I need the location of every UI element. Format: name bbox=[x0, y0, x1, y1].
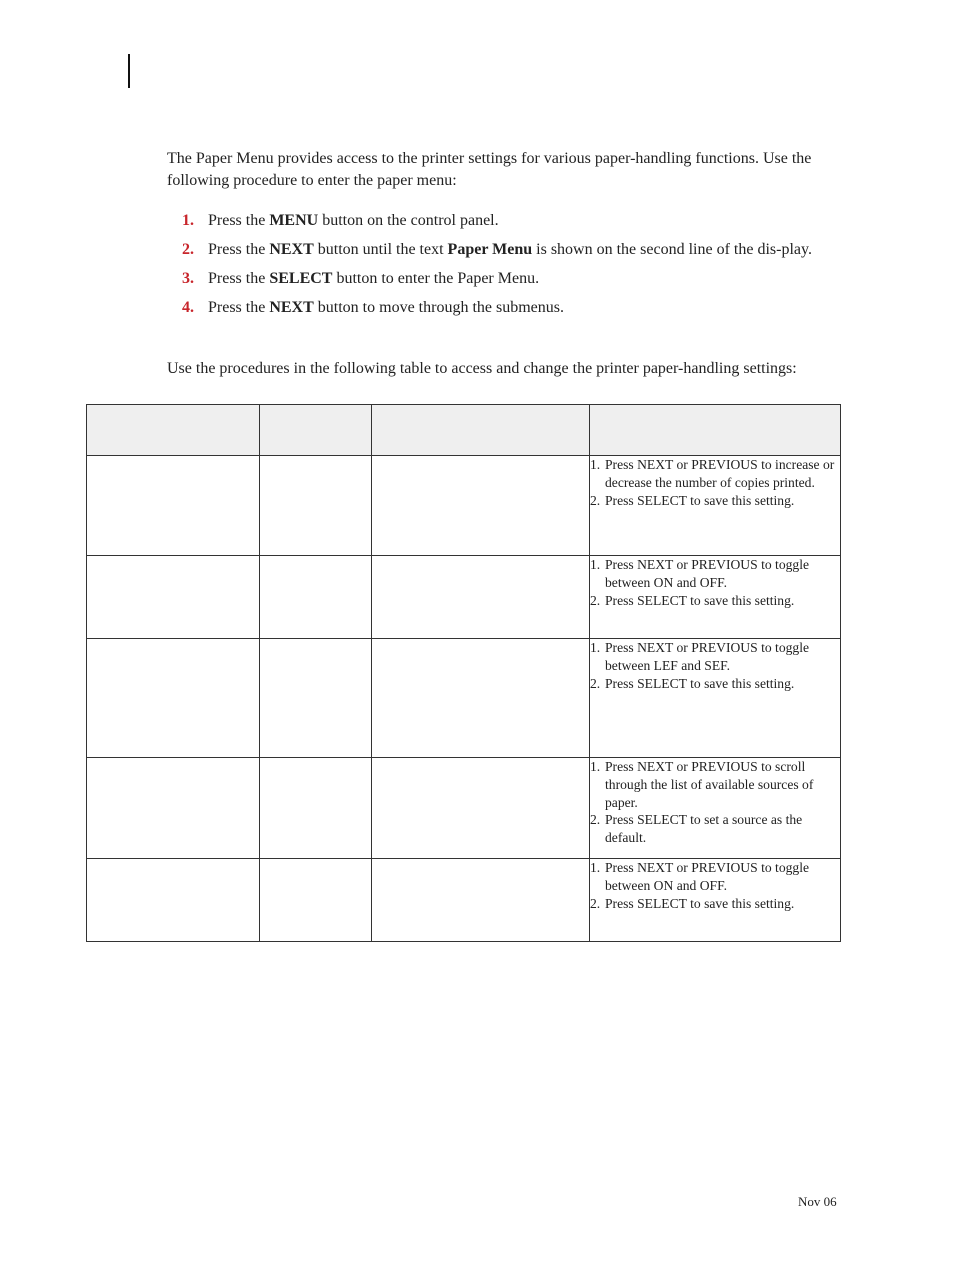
margin-change-bar bbox=[128, 54, 130, 88]
procedure-item-text: Press SELECT to save this setting. bbox=[605, 895, 795, 911]
procedure-item-number: 1. bbox=[590, 759, 601, 774]
procedure-item-number: 2. bbox=[590, 492, 601, 508]
step-number: 3. bbox=[182, 270, 194, 287]
procedure-step bbox=[167, 240, 837, 259]
step-keyword: Paper Menu bbox=[447, 241, 533, 258]
procedure-list bbox=[590, 639, 840, 692]
procedure-item bbox=[590, 811, 840, 847]
step-text: is shown on the second line of the dis-play. bbox=[532, 241, 812, 258]
step-number: 2. bbox=[182, 241, 194, 258]
procedure-item-number: 2. bbox=[590, 812, 601, 828]
table-row bbox=[87, 639, 841, 758]
procedure-cell bbox=[590, 859, 841, 942]
procedure-item-number: 2. bbox=[590, 592, 601, 608]
step-text: button to move through the submenus. bbox=[313, 299, 564, 316]
step-keyword: NEXT bbox=[269, 299, 314, 316]
procedure-item-number: 1. bbox=[590, 457, 601, 472]
procedure-item-text: Press NEXT or PREVIOUS to scroll through the list of available sources of paper. bbox=[605, 759, 814, 810]
procedure-item-number: 2. bbox=[590, 675, 601, 691]
procedure-item bbox=[590, 758, 840, 811]
step-text: Press the bbox=[208, 241, 270, 258]
table-header-cell bbox=[590, 405, 841, 456]
intro-paragraph: The Paper Menu provides access to the printer settings for various paper-handling functions. Use the following procedure to enter the paper menu: bbox=[167, 150, 812, 189]
table-header-cell bbox=[260, 405, 372, 456]
step-keyword: SELECT bbox=[269, 270, 333, 287]
procedure-cell bbox=[590, 456, 841, 556]
procedure-step bbox=[167, 298, 837, 317]
paper-menu-table bbox=[86, 404, 841, 942]
procedure-list bbox=[590, 556, 840, 609]
table-cell bbox=[260, 758, 372, 859]
step-text: Press the bbox=[208, 270, 270, 287]
step-text: button to enter the Paper Menu. bbox=[332, 270, 540, 287]
step-number: 4. bbox=[182, 299, 194, 316]
procedure-item-number: 1. bbox=[590, 860, 601, 875]
table-cell bbox=[260, 556, 372, 639]
table-row bbox=[87, 456, 841, 556]
procedure-cell bbox=[590, 758, 841, 859]
procedure-item-text: Press NEXT or PREVIOUS to toggle between ON and OFF. bbox=[605, 557, 810, 590]
footer-date: Nov 06 bbox=[798, 1194, 837, 1209]
procedure-step bbox=[167, 211, 837, 230]
procedure-cell bbox=[590, 556, 841, 639]
procedure-item bbox=[590, 456, 840, 492]
table-cell bbox=[372, 456, 590, 556]
procedure-item-number: 2. bbox=[590, 895, 601, 911]
procedure-list bbox=[590, 456, 840, 509]
table-cell bbox=[260, 456, 372, 556]
step-text: button until the text bbox=[313, 241, 448, 258]
procedure-list bbox=[590, 859, 840, 912]
procedure-item bbox=[590, 859, 840, 895]
table-row bbox=[87, 758, 841, 859]
table-header-row bbox=[87, 405, 841, 456]
table-cell bbox=[87, 758, 260, 859]
procedure-item-text: Press SELECT to save this setting. bbox=[605, 592, 795, 608]
table-cell bbox=[260, 639, 372, 758]
procedure-item-text: Press SELECT to save this setting. bbox=[605, 492, 795, 508]
step-text: Press the bbox=[208, 299, 270, 316]
procedure-item bbox=[590, 895, 840, 913]
procedure-item-text: Press NEXT or PREVIOUS to toggle between LEF and SEF. bbox=[605, 640, 810, 673]
step-keyword: MENU bbox=[269, 212, 319, 229]
procedure-item-text: Press SELECT to save this setting. bbox=[605, 675, 795, 691]
procedure-item bbox=[590, 592, 840, 610]
table-cell bbox=[372, 859, 590, 942]
table-cell bbox=[372, 556, 590, 639]
step-keyword: NEXT bbox=[269, 241, 314, 258]
procedure-item bbox=[590, 639, 840, 675]
table-cell bbox=[260, 859, 372, 942]
table-cell bbox=[87, 639, 260, 758]
procedure-item-number: 1. bbox=[590, 640, 601, 655]
procedure-item-text: Press SELECT to set a source as the default. bbox=[605, 812, 803, 846]
table-header-cell bbox=[87, 405, 260, 456]
procedure-item bbox=[590, 675, 840, 693]
step-number: 1. bbox=[182, 212, 194, 229]
table-cell bbox=[372, 758, 590, 859]
procedure-item bbox=[590, 492, 840, 510]
procedure-steps-list bbox=[167, 211, 837, 327]
table-header-cell bbox=[372, 405, 590, 456]
procedure-item bbox=[590, 556, 840, 592]
table-cell bbox=[87, 556, 260, 639]
table-cell bbox=[87, 456, 260, 556]
step-text: button on the control panel. bbox=[318, 212, 499, 229]
procedure-item-number: 1. bbox=[590, 557, 601, 572]
procedure-list bbox=[590, 758, 840, 847]
table-cell bbox=[87, 859, 260, 942]
table-row bbox=[87, 859, 841, 942]
step-text: Press the bbox=[208, 212, 270, 229]
procedure-item-text: Press NEXT or PREVIOUS to toggle between ON and OFF. bbox=[605, 860, 810, 893]
procedure-cell bbox=[590, 639, 841, 758]
table-row bbox=[87, 556, 841, 639]
procedure-item-text: Press NEXT or PREVIOUS to increase or decrease the number of copies printed. bbox=[605, 457, 835, 490]
table-lead-paragraph: Use the procedures in the following table to access and change the printer paper-handling settings: bbox=[167, 360, 797, 377]
table-cell bbox=[372, 639, 590, 758]
procedure-step bbox=[167, 269, 837, 288]
